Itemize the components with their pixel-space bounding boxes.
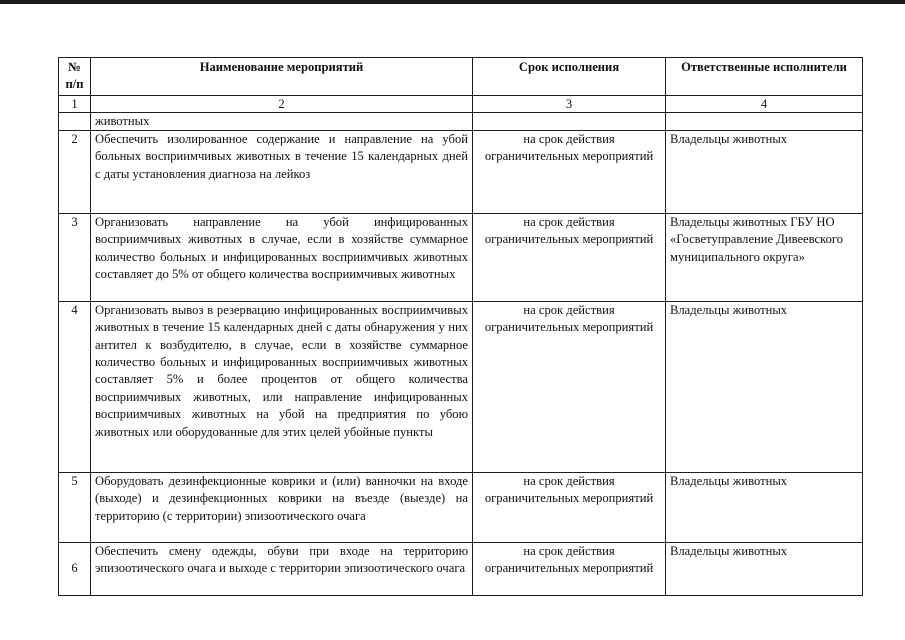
responsible-text: Владельцы животных — [666, 472, 863, 542]
term-text: на срок действия ограничительных мероприятий — [473, 130, 666, 213]
continuation-responsible — [666, 112, 863, 130]
term-text: на срок действия ограничительных мероприятий — [473, 542, 666, 595]
measure-text: Обеспечить изолированное содержание и направление на убой больных восприимчивых животных в течение 15 календарных дней с даты установления диагноза на лейкоз — [91, 130, 473, 213]
table-row — [59, 472, 863, 542]
continuation-row — [59, 112, 863, 130]
header-row — [59, 58, 863, 96]
continuation-num — [59, 112, 91, 130]
row-number: 3 — [59, 213, 91, 301]
column-number-row — [59, 95, 863, 112]
column-number: 4 — [666, 95, 863, 112]
table-row — [59, 213, 863, 301]
column-number: 3 — [473, 95, 666, 112]
header-term: Срок исполнения — [473, 58, 666, 96]
header-num: № п/п — [59, 58, 91, 96]
measure-text: Организовать направление на убой инфицированных восприимчивых животных в случае, если в хозяйстве суммарное количество больных и инфицированных восприимчивых животных составляет до 5% от общего количества восприимчивых животных — [91, 213, 473, 301]
row-number: 5 — [59, 472, 91, 542]
responsible-text: Владельцы животных — [666, 542, 863, 595]
row-number: 6 — [59, 542, 91, 595]
column-number: 1 — [59, 95, 91, 112]
term-text: на срок действия ограничительных мероприятий — [473, 301, 666, 472]
top-border-line — [0, 0, 905, 4]
table-row — [59, 130, 863, 213]
continuation-term — [473, 112, 666, 130]
term-text: на срок действия ограничительных мероприятий — [473, 472, 666, 542]
measure-text: Обеспечить смену одежды, обуви при входе на территорию эпизоотического очага и выходе с территории эпизоотического очага — [91, 542, 473, 595]
responsible-text: Владельцы животных — [666, 301, 863, 472]
responsible-text: Владельцы животных ГБУ НО «Госветуправление Дивеевского муниципального округа» — [666, 213, 863, 301]
row-number: 2 — [59, 130, 91, 213]
header-name: Наименование мероприятий — [91, 58, 473, 96]
term-text: на срок действия ограничительных мероприятий — [473, 213, 666, 301]
row-number: 4 — [59, 301, 91, 472]
table-row — [59, 542, 863, 595]
column-number: 2 — [91, 95, 473, 112]
measure-text: Оборудовать дезинфекционные коврики и (или) ванночки на входе (выходе) и дезинфекционных коврики на въезде (выезде) на территорию (с территории) эпизоотического очага — [91, 472, 473, 542]
continuation-text: животных — [91, 112, 473, 130]
header-responsible: Ответственные исполнители — [666, 58, 863, 96]
table-row — [59, 301, 863, 472]
measure-text: Организовать вывоз в резервацию инфицированных восприимчивых животных в течение 15 календарных дней с даты обнаружения у них антител к возбудителю, в случае, если в хозяйстве суммарное количество больных и инфицированных восприимчивых животных составляет 5% и более процентов от общего количества восприимчивых животных, или направление инфицированных восприимчивых животных на убой на предприятия по убою животных или оборудованные для этих целей убойные пункты — [91, 301, 473, 472]
measures-table — [58, 57, 863, 596]
responsible-text: Владельцы животных — [666, 130, 863, 213]
